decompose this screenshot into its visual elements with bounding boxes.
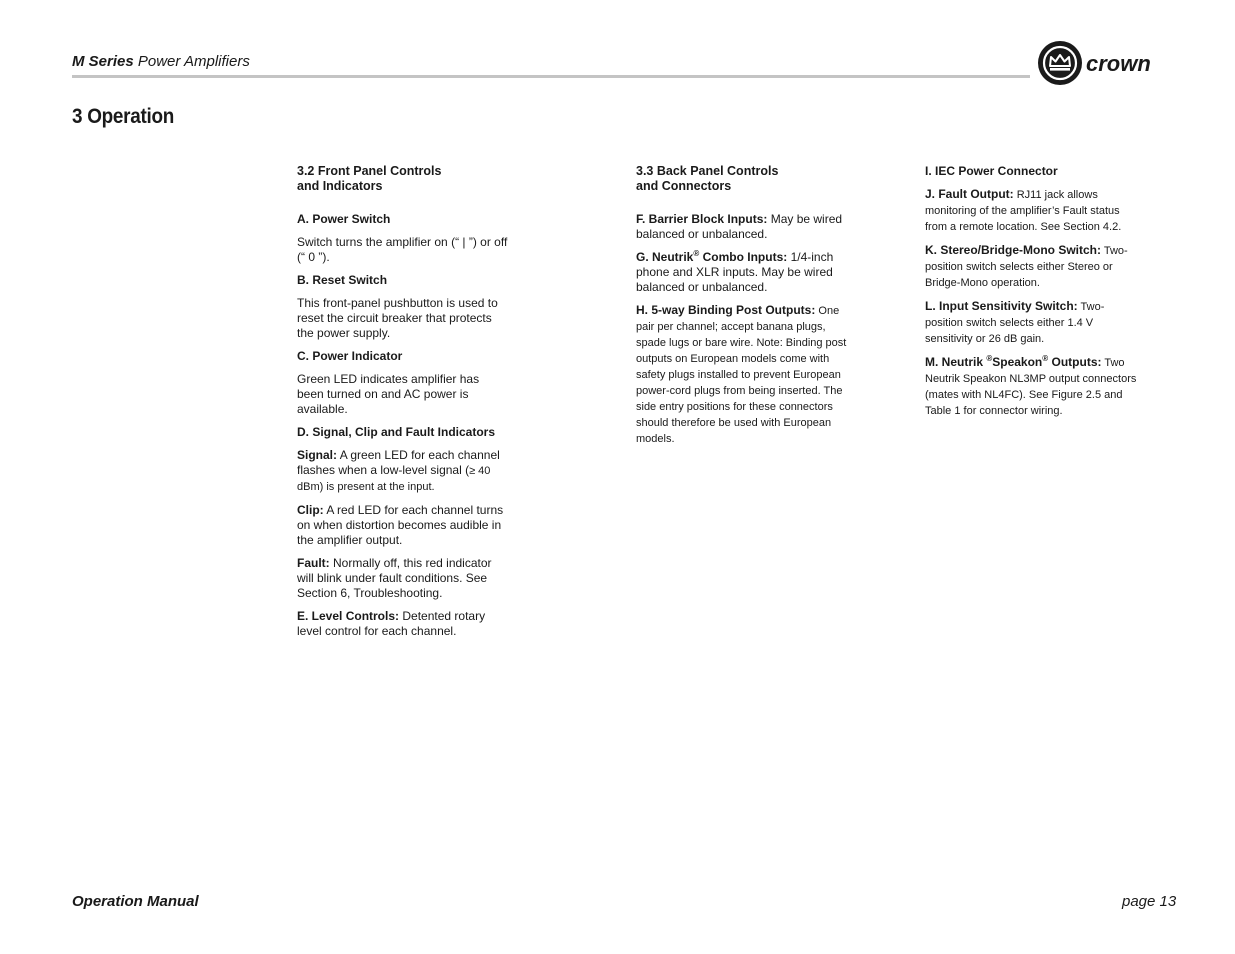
fault-paragraph: Fault: Normally off, this red indicator will blink under fault conditions. See Section 6, Troubleshooting. bbox=[297, 556, 492, 600]
series-name: M Series bbox=[72, 53, 134, 70]
back-panel-column bbox=[636, 164, 848, 455]
speakon-outputs-paragraph: M. Neutrik ®Speakon® Outputs: Two Neutrik Speakon NL3MP output connectors (mates with NL4FC). See Figure 2.5 and Table 1 for connector wiring. bbox=[925, 354, 1137, 417]
reset-switch-heading: B. Reset Switch bbox=[297, 273, 388, 287]
stereo-bridge-paragraph: K. Stereo/Bridge-Mono Switch: Two-position switch selects either Stereo or Bridge-Mono operation. bbox=[925, 243, 1128, 289]
level-controls-paragraph: E. Level Controls: Detented rotary level control for each channel. bbox=[297, 609, 486, 638]
binding-post-paragraph: H. 5-way Binding Post Outputs: One pair per channel; accept banana plugs, spade lugs or bare wire. Note: Binding post outputs on European models come with safety plugs installed to prevent European power-cord plugs from being inserted. The side entry positions for these connectors should therefore be used with European models. bbox=[636, 303, 847, 445]
signal-paragraph: Signal: A green LED for each channel flashes when a low-level signal (≥ 40 dBm) is present at the input. bbox=[297, 448, 500, 493]
front-panel-column bbox=[297, 164, 509, 647]
crown-logo bbox=[1036, 38, 1186, 88]
page-number: page 13 bbox=[1122, 893, 1177, 910]
power-indicator-text: Green LED indicates amplifier has been turned on and AC power is available. bbox=[297, 372, 480, 416]
crown-logo-text: crown bbox=[1086, 51, 1151, 76]
reset-switch-text: This front-panel pushbutton is used to reset the circuit breaker that protects the power supply. bbox=[297, 296, 498, 340]
section-title: 3 Operation bbox=[72, 105, 175, 128]
series-subtitle: Power Amplifiers bbox=[133, 53, 250, 70]
iec-connector-heading: I. IEC Power Connector bbox=[925, 164, 1058, 178]
back-panel-heading: 3.3 Back Panel Controls and Connectors bbox=[636, 164, 779, 193]
document-header-title bbox=[72, 53, 250, 70]
indicators-heading: D. Signal, Clip and Fault Indicators bbox=[297, 425, 496, 439]
connectors-column bbox=[925, 164, 1137, 427]
header-rule bbox=[72, 75, 1030, 78]
footer-manual-title: Operation Manual bbox=[72, 893, 199, 910]
fault-output-paragraph: J. Fault Output: RJ11 jack allows monitoring of the amplifier’s Fault status from a remote location. See Section 4.2. bbox=[925, 187, 1122, 233]
power-switch-heading: A. Power Switch bbox=[297, 212, 391, 226]
clip-paragraph: Clip: A red LED for each channel turns on when distortion becomes audible in the amplifier output. bbox=[297, 503, 504, 547]
power-indicator-heading: C. Power Indicator bbox=[297, 349, 403, 363]
input-sensitivity-paragraph: L. Input Sensitivity Switch: Two-position switch selects either 1.4 V sensitivity or 26 dB gain. bbox=[925, 299, 1105, 345]
combo-inputs-paragraph: G. Neutrik® Combo Inputs: 1/4-inch phone and XLR inputs. May be wired balanced or unbalanced. bbox=[636, 249, 834, 294]
front-panel-heading: 3.2 Front Panel Controls and Indicators bbox=[297, 164, 442, 193]
power-switch-text: Switch turns the amplifier on (“ | ”) or off (“ 0 ”). bbox=[297, 235, 508, 264]
barrier-block-paragraph: F. Barrier Block Inputs: May be wired balanced or unbalanced. bbox=[636, 212, 843, 241]
